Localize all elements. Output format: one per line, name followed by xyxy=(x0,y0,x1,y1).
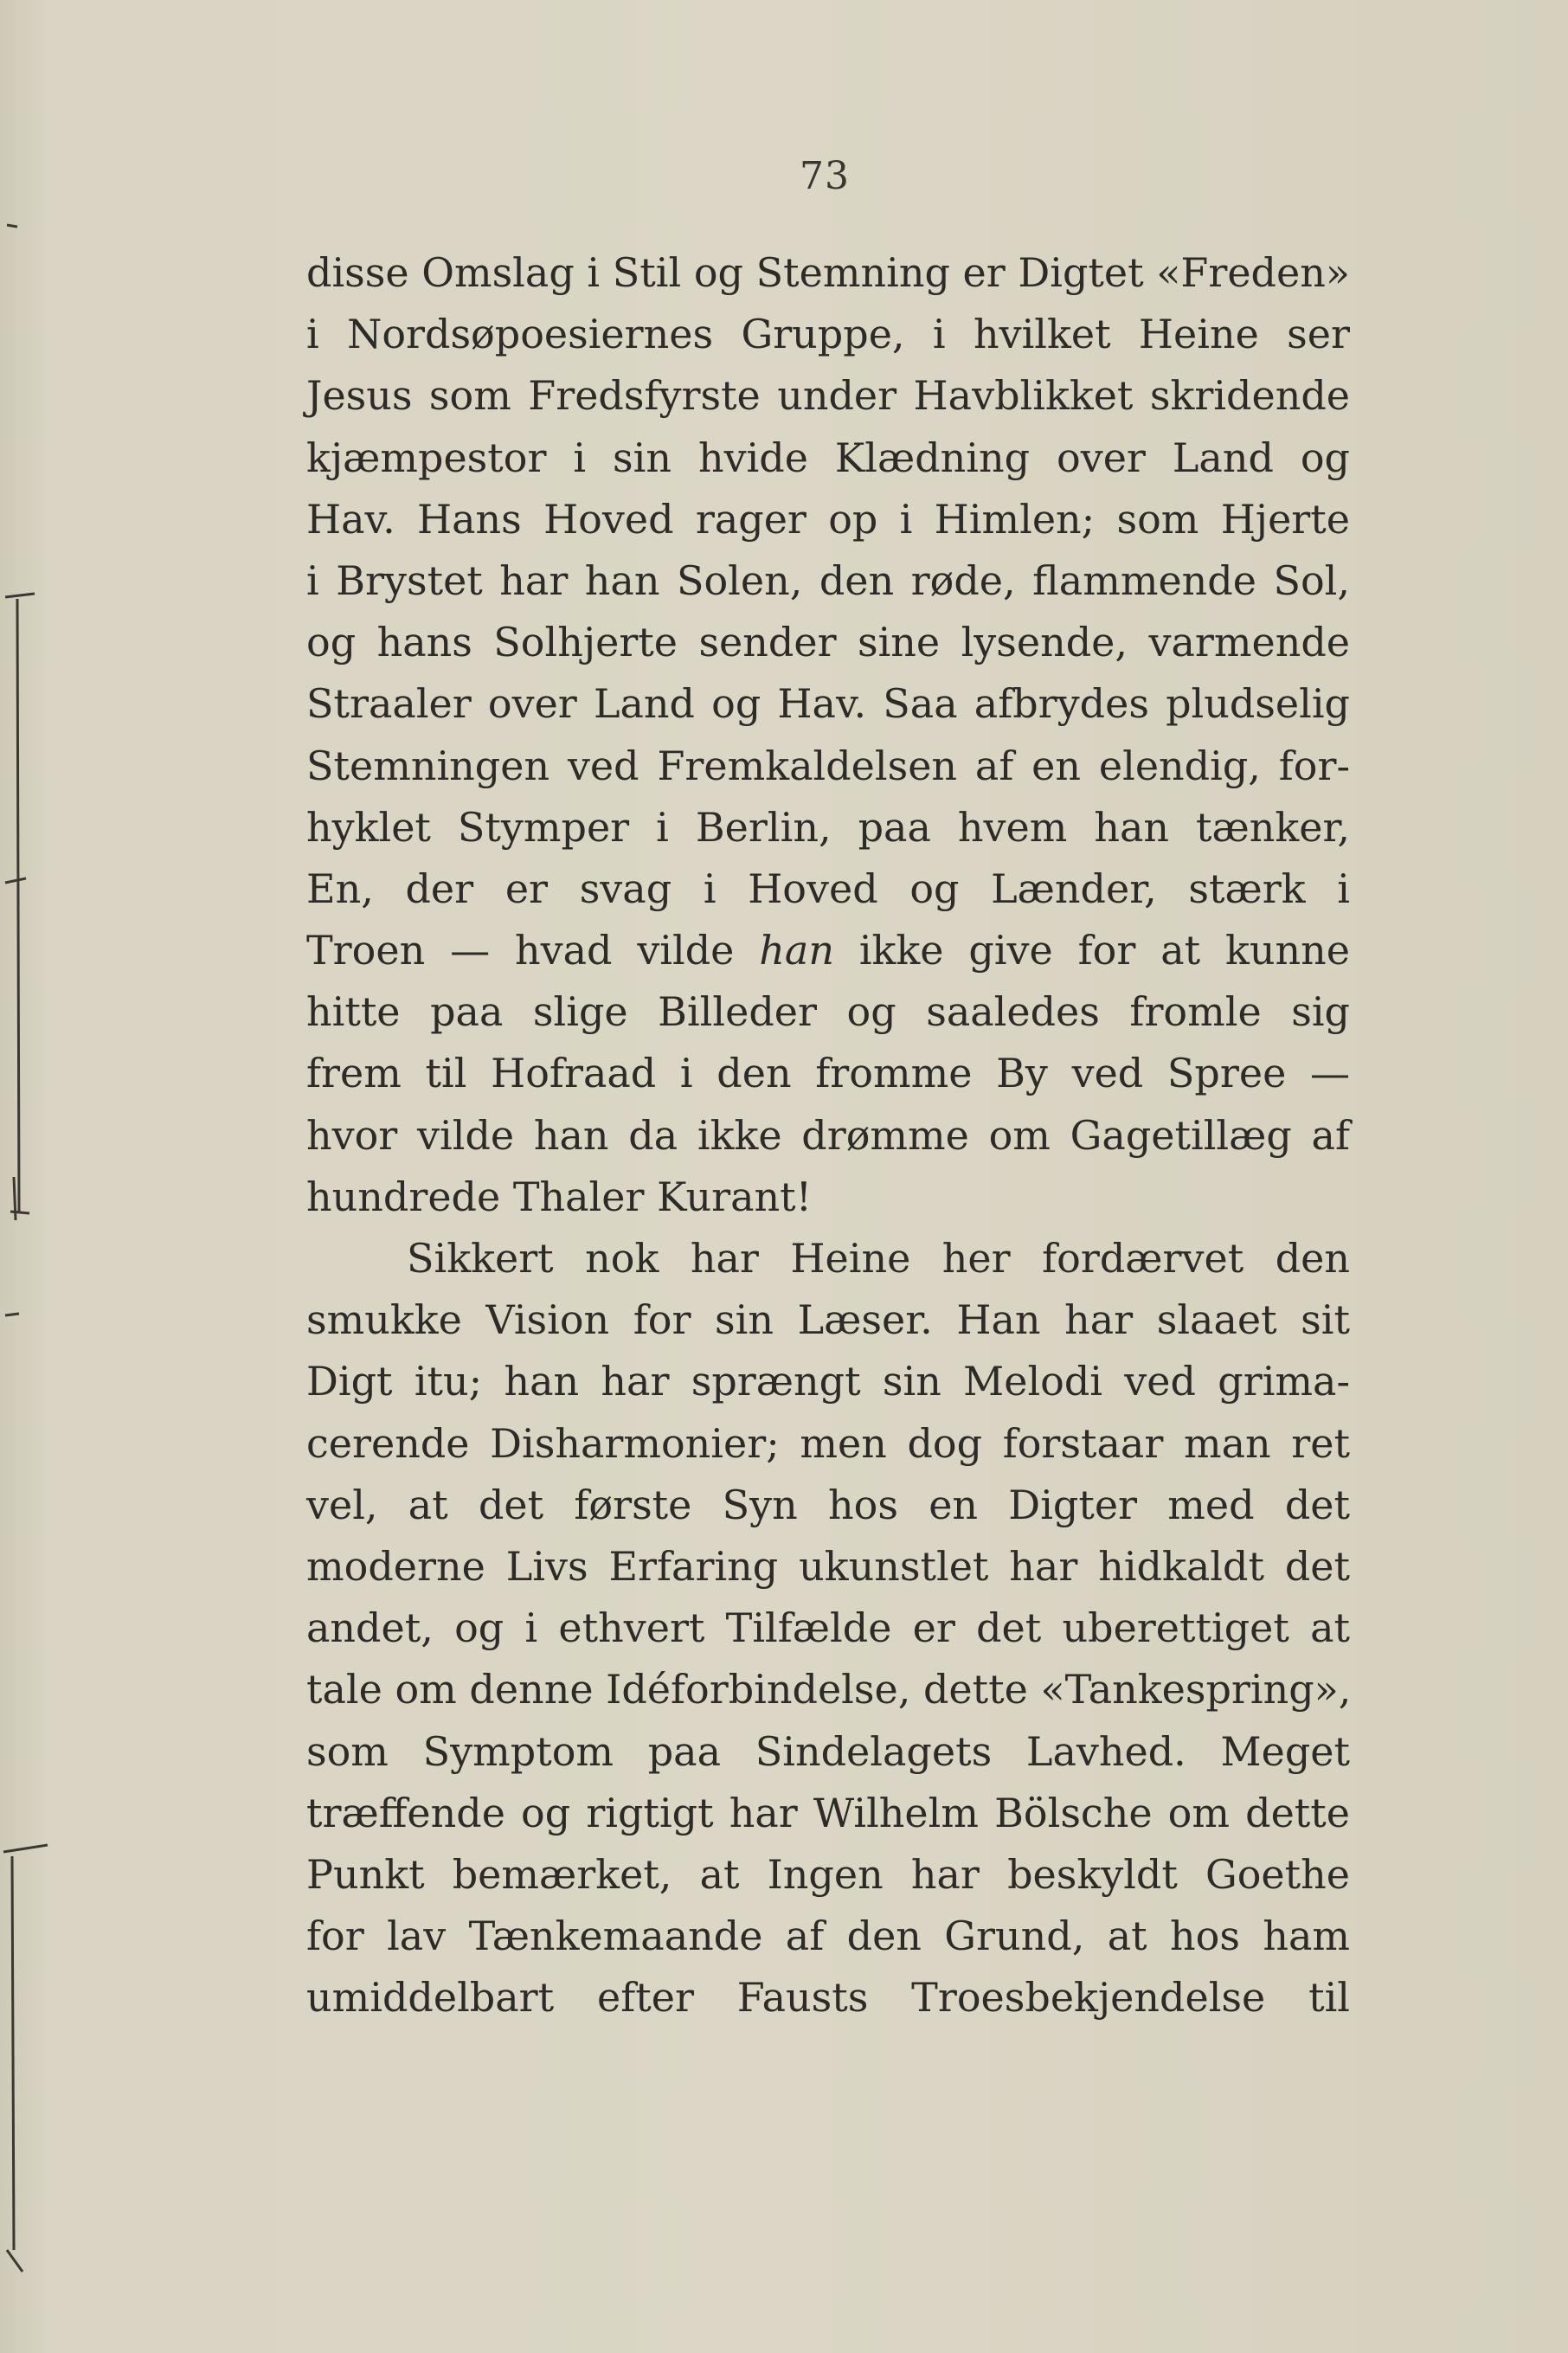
body-text xyxy=(306,242,1350,2028)
text-line: hundrede Thaler Kurant! xyxy=(306,1173,813,1220)
text-line: kjæmpestor i sin hvide Klædning over Land og xyxy=(306,434,1350,481)
text-line: som Symptom paa Sindelagets Lavhed. Meget xyxy=(306,1727,1350,1775)
italic-word: han xyxy=(759,927,834,974)
troen-before: Troen — hvad vilde xyxy=(306,927,760,974)
text-line: vel, at det første Syn hos en Digter med det xyxy=(306,1481,1350,1528)
text-line: En, der er svag i Hoved og Lænder, stærk i xyxy=(306,865,1350,912)
text-line: Sikkert nok har Heine her fordærvet den xyxy=(407,1235,1350,1282)
text-line: cerende Disharmonier; men dog forstaar man ret xyxy=(306,1419,1350,1467)
text-line: træffende og rigtigt har Wilhelm Bölsche om dette xyxy=(306,1789,1350,1836)
text-line: i Brystet har han Solen, den røde, flammende Sol, xyxy=(306,556,1350,604)
text-line: hvor vilde han da ikke drømme om Gagetillæg af xyxy=(306,1111,1350,1159)
text-line: for lav Tænkemaande af den Grund, at hos ham xyxy=(306,1913,1350,1960)
text-line: og hans Solhjerte sender sine lysende, varmende xyxy=(306,619,1350,666)
text-line: disse Omslag i Stil og Stemning er Digtet «Freden» xyxy=(306,249,1350,296)
text-line: Jesus som Fredsfyrste under Havblikket skridende xyxy=(306,372,1350,420)
text-line: frem til Hofraad i den fromme By ved Spree — xyxy=(306,1050,1350,1097)
page-number: 73 xyxy=(800,154,850,198)
troen-after: ikke give for at kunne xyxy=(833,927,1350,974)
text-line: umiddelbart efter Fausts Troesbekjendelse til xyxy=(306,1974,1350,2022)
text-line-troen xyxy=(306,920,1350,981)
text-line: hyklet Stymper i Berlin, paa hvem han tænker, xyxy=(306,803,1350,851)
text-line: hitte paa slige Billeder og saaledes fromle sig xyxy=(306,988,1350,1036)
text-line: Straaler over Land og Hav. Saa afbrydes pludselig xyxy=(306,680,1350,728)
text-line: andet, og i ethvert Tilfælde er det uberettiget at xyxy=(306,1604,1350,1652)
binding-edge-marks xyxy=(0,0,61,2353)
text-line: moderne Livs Erfaring ukunstlet har hidkaldt det xyxy=(306,1542,1350,1590)
text-line: Punkt bemærket, at Ingen har beskyldt Goethe xyxy=(306,1850,1350,1898)
text-line: i Nordsøpoesiernes Gruppe, i hvilket Heine ser xyxy=(306,311,1350,358)
text-line: tale om denne Idéforbindelse, dette «Tankespring», xyxy=(306,1666,1352,1713)
text-line: Stemningen ved Fremkaldelsen af en elendig, for- xyxy=(306,742,1350,789)
text-line: Digt itu; han har sprængt sin Melodi ved grima- xyxy=(306,1358,1350,1405)
text-line: smukke Vision for sin Læser. Han har slaaet sit xyxy=(306,1296,1350,1344)
text-line: Hav. Hans Hoved rager op i Himlen; som Hjerte xyxy=(306,495,1350,543)
